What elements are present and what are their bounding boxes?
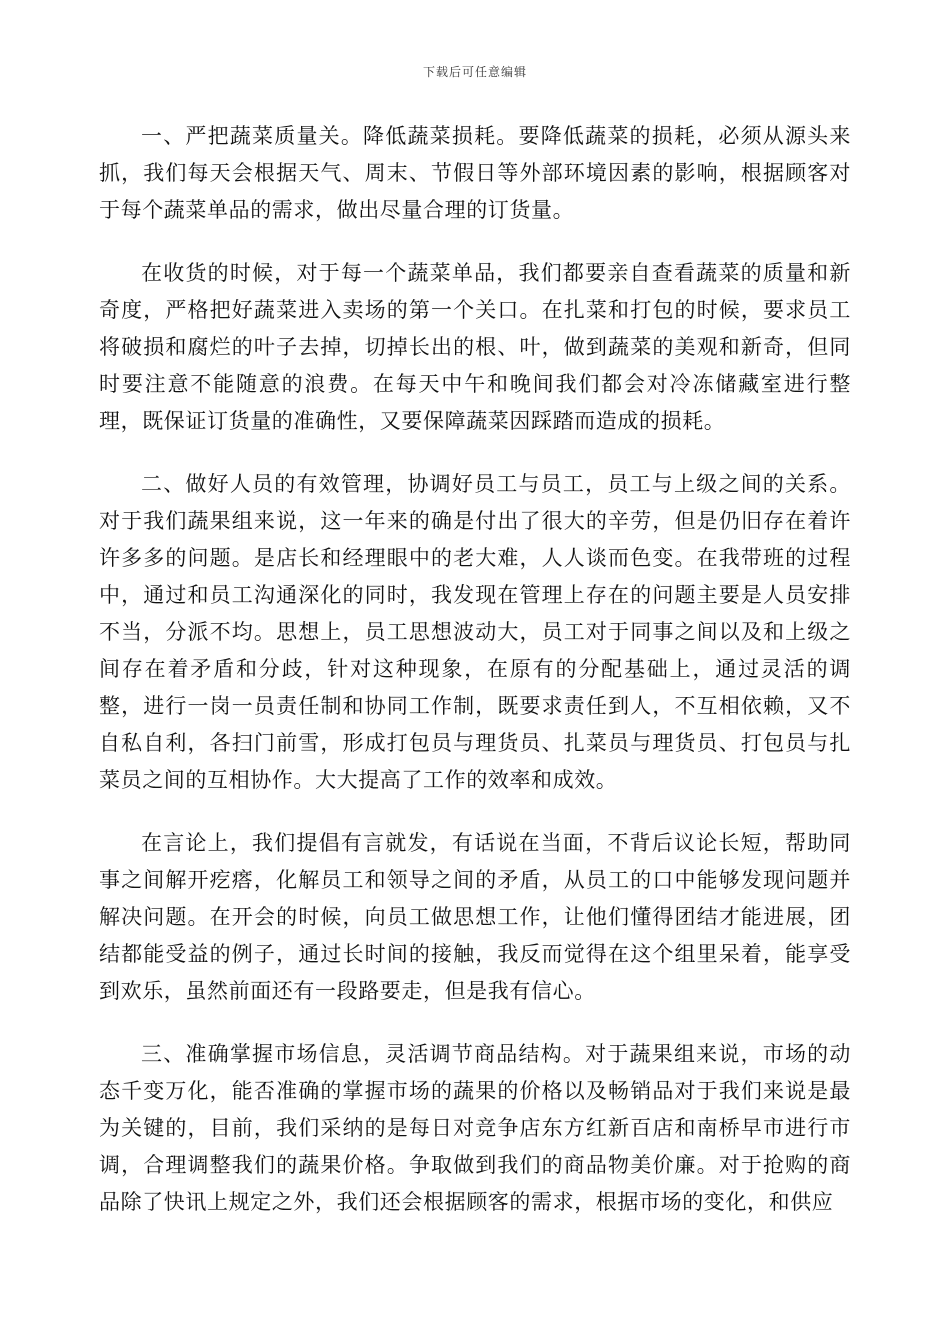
paragraph-quality-control: 一、严把蔬菜质量关。降低蔬菜损耗。要降低蔬菜的损耗，必须从源头来抓，我们每天会根据天气、周末、节假日等外部环境因素的影响，根据顾客对于每个蔬菜单品的需求，做出尽量合理的订货量。 [99, 124, 851, 222]
document-body [99, 118, 851, 1247]
paragraph-receiving-goods: 在收货的时候，对于每一个蔬菜单品，我们都要亲自查看蔬菜的质量和新奇度，严格把好蔬菜进入卖场的第一个关口。在扎菜和打包的时候，要求员工将破损和腐烂的叶子去掉，切掉长出的根、叶，做到蔬菜的美观和新奇，但同时要注意不能随意的浪费。在每天中午和晚间我们都会对冷冻储藏室进行整理，既保证订货量的准确性，又要保障蔬菜因踩踏而造成的损耗。 [99, 261, 851, 433]
page-header: 下载后可任意编辑 [422, 65, 527, 79]
paragraph-staff-management: 二、做好人员的有效管理，协调好员工与员工，员工与上级之间的关系。对于我们蔬果组来说，这一年来的确是付出了很大的辛劳，但是仍旧存在着许许多多的问题。是店长和经理眼中的老大难，人人谈而色变。在我带班的过程中，通过和员工沟通深化的同时，我发现在管理上存在的问题主要是人员安排不当，分派不均。思想上，员工思想波动大，员工对于同事之间以及和上级之间存在着矛盾和分歧，针对这种现象，在原有的分配基础上，通过灵活的调整，进行一岗一员责任制和协同工作制，既要求责任到人，不互相依赖，又不自私自利，各扫门前雪，形成打包员与理货员、扎菜员与理货员、打包员与扎菜员之间的互相协作。大大提高了工作的效率和成效。 [99, 472, 851, 792]
paragraph-market-information: 三、准确掌握市场信息，灵活调节商品结构。对于蔬果组来说，市场的动态千变万化，能否准确的掌握市场的蔬果的价格以及畅销品对于我们来说是最为关键的，目前，我们采纳的是每日对竞争店东方红新百店和南桥早市进行市调，合理调整我们的蔬果价格。争取做到我们的商品物美价廉。对于抢购的商品除了快讯上规定之外，我们还会根据顾客的需求，根据市场的变化，和供应 [99, 1042, 851, 1214]
paragraph-communication: 在言论上，我们提倡有言就发，有话说在当面，不背后议论长短，帮助同事之间解开疙瘩，化解员工和领导之间的矛盾，从员工的口中能够发现问题并解决问题。在开会的时候，向员工做思想工作，让他们懂得团结才能进展，团结都能受益的例子，通过长时间的接触，我反而觉得在这个组里呆着，能享受到欢乐，虽然前面还有一段路要走，但是我有信心。 [99, 831, 851, 1003]
